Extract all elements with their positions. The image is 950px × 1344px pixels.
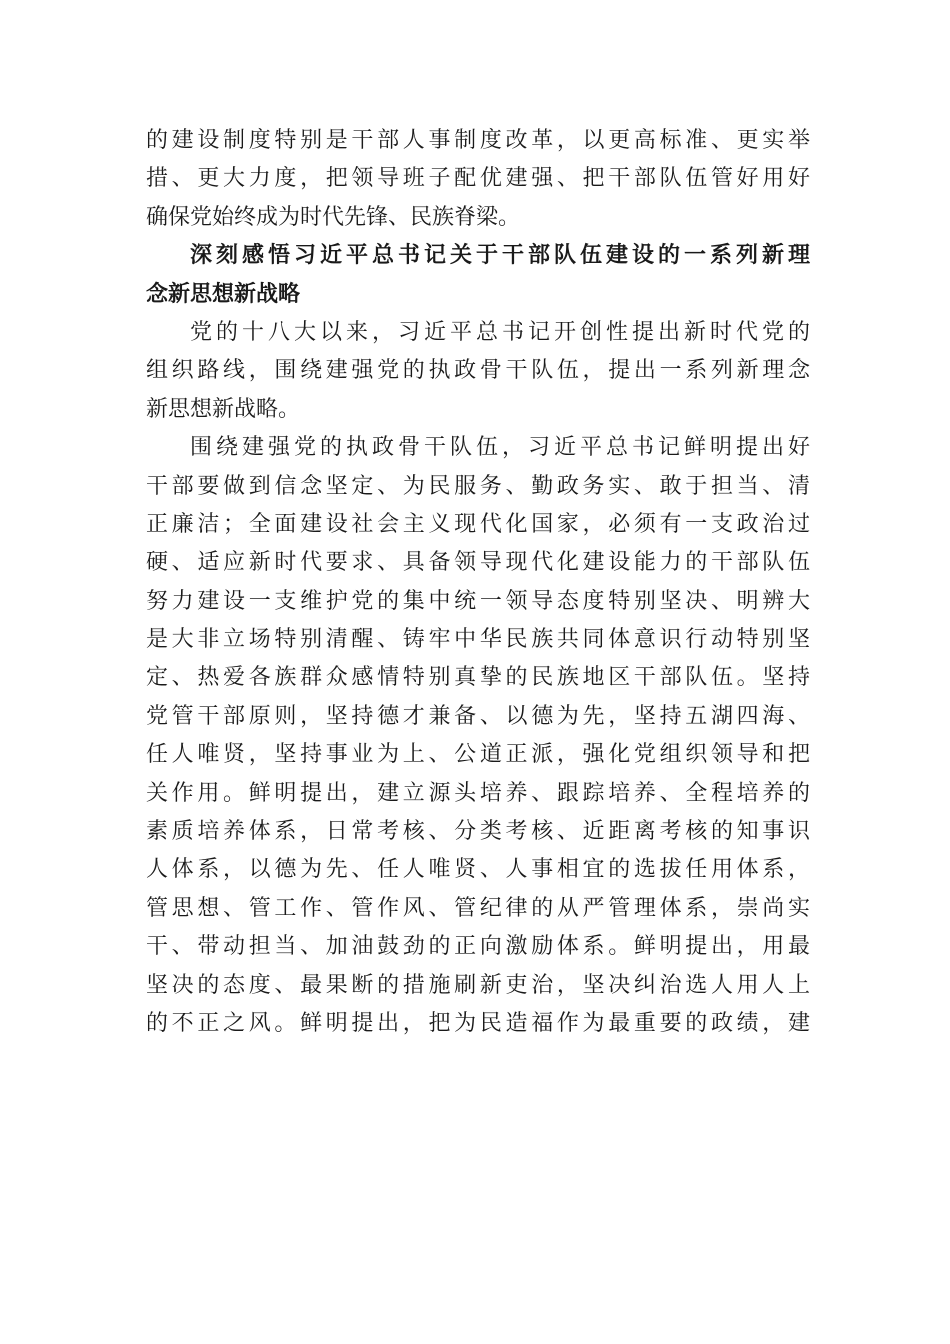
text-line: 围绕建强党的执政骨干队伍，习近平总书记鲜明提出好: [190, 435, 810, 461]
section-heading: [146, 237, 810, 314]
text-line: 新思想新战略。: [146, 396, 301, 422]
paragraph-2: [146, 314, 810, 429]
text-line: 干、带动担当、加油鼓劲的正向激励体系。鲜明提出，用最: [146, 934, 810, 960]
text-line: 组织路线，围绕建强党的执政骨干队伍，提出一系列新理念: [146, 358, 810, 384]
text-line: 党的十八大以来，习近平总书记开创性提出新时代党的: [190, 319, 810, 345]
text-line: 坚决的态度、最果断的措施刷新吏治，坚决纠治选人用人上: [146, 972, 810, 998]
text-line: 干部要做到信念坚定、为民服务、勤政务实、敢于担当、清: [146, 473, 810, 499]
text-line: 党管干部原则，坚持德才兼备、以德为先，坚持五湖四海、: [146, 703, 810, 729]
text-line: 人体系，以德为先、任人唯贤、人事相宜的选拔任用体系，: [146, 857, 810, 883]
text-line: 努力建设一支维护党的集中统一领导态度特别坚决、明辨大: [146, 588, 810, 614]
text-line: 的不正之风。鲜明提出，把为民造福作为最重要的政绩，建: [146, 1010, 810, 1036]
text-line: 措、更大力度，把领导班子配优建强、把干部队伍管好用好: [146, 166, 810, 192]
text-line: 确保党始终成为时代先锋、民族脊梁。: [146, 204, 521, 230]
heading-line: 念新思想新战略: [146, 281, 301, 307]
text-line: 正廉洁；全面建设社会主义现代化国家，必须有一支政治过: [146, 511, 810, 537]
text-line: 关作用。鲜明提出，建立源头培养、跟踪培养、全程培养的: [146, 780, 810, 806]
paragraph-3: [146, 429, 810, 1043]
text-line: 任人唯贤，坚持事业为上、公道正派，强化党组织领导和把: [146, 742, 810, 768]
paragraph-1: [146, 122, 810, 237]
text-line: 的建设制度特别是干部人事制度改革，以更高标准、更实举: [146, 128, 810, 153]
text-line: 素质培养体系，日常考核、分类考核、近距离考核的知事识: [146, 819, 810, 845]
text-line: 是大非立场特别清醒、铸牢中华民族共同体意识行动特别坚: [146, 627, 810, 653]
text-line: 管思想、管工作、管作风、管纪律的从严管理体系，崇尚实: [146, 895, 810, 921]
text-line: 硬、适应新时代要求、具备领导现代化建设能力的干部队伍: [146, 550, 810, 576]
document-body: [146, 122, 810, 1043]
text-line: 定、热爱各族群众感情特别真挚的民族地区干部队伍。坚持: [146, 665, 810, 691]
heading-line: 深刻感悟习近平总书记关于干部队伍建设的一系列新理: [190, 243, 810, 269]
